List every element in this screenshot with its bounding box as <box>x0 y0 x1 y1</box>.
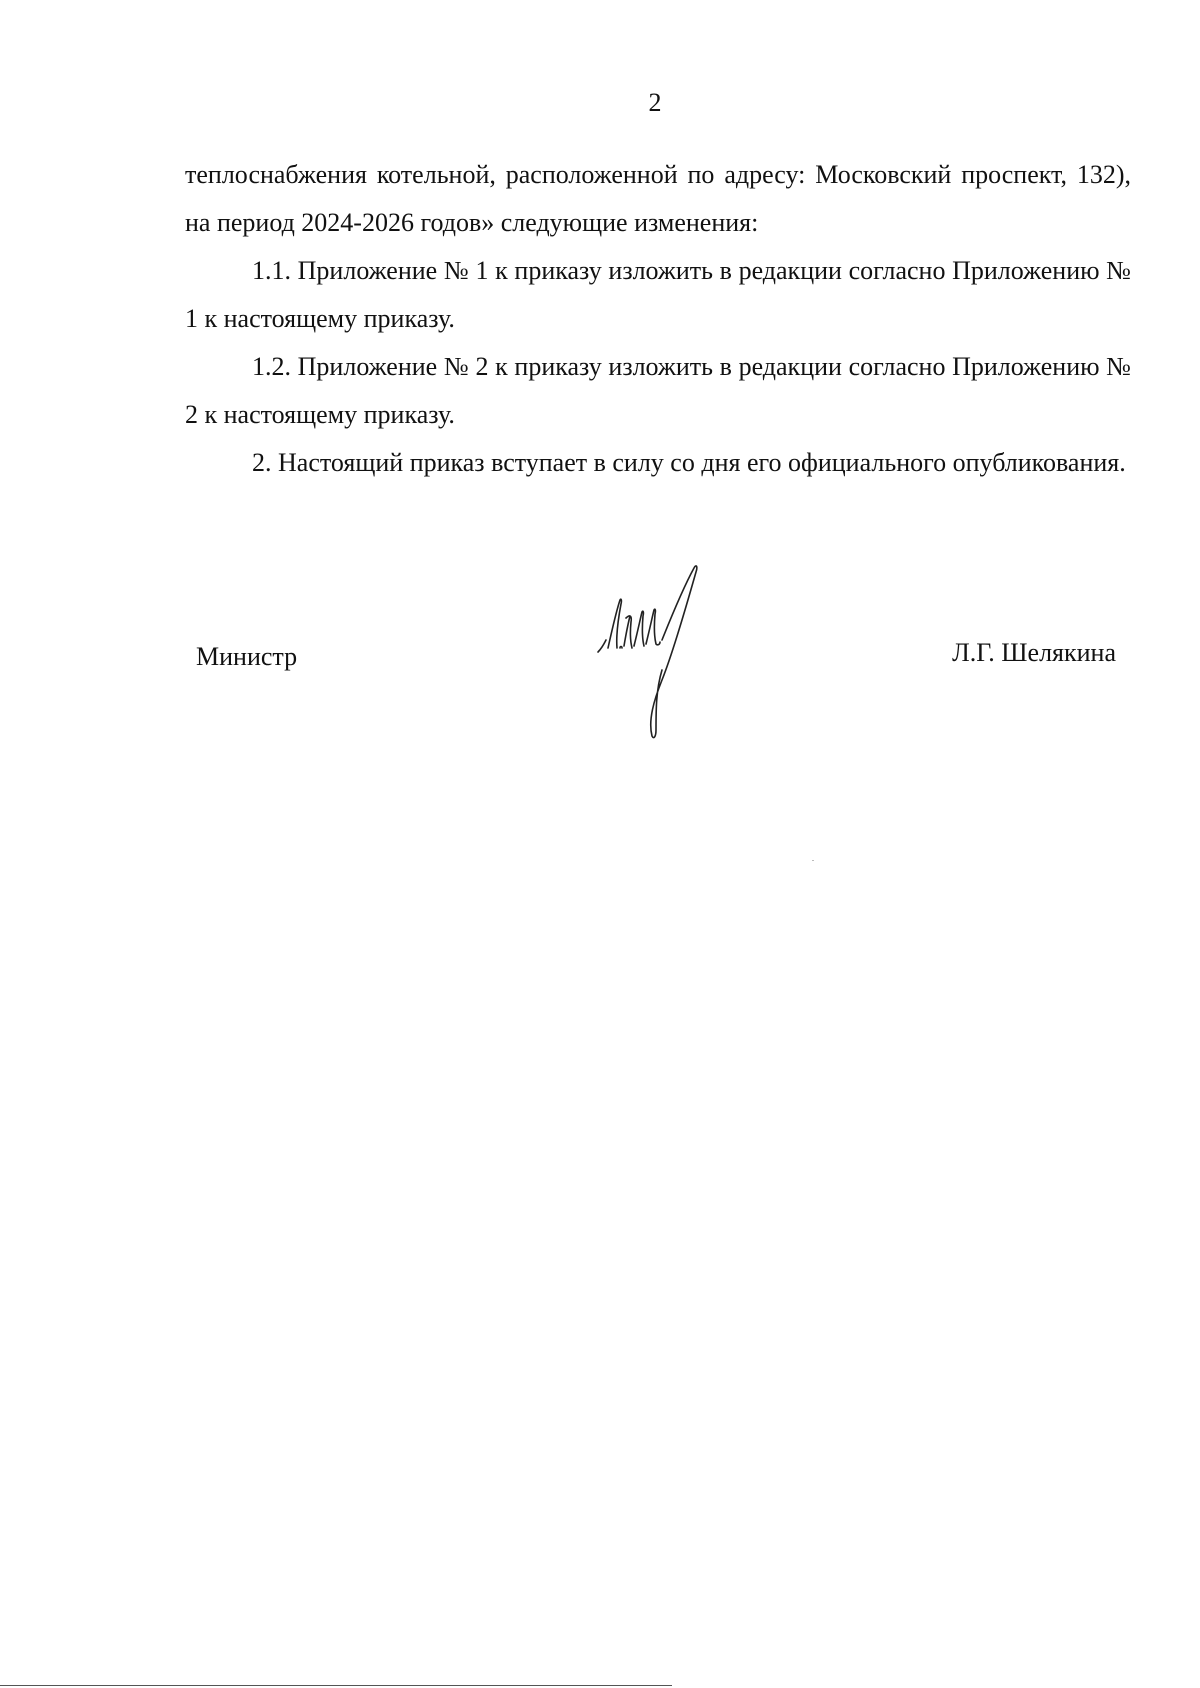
document-body <box>185 151 1131 487</box>
page-number: 2 <box>648 88 662 117</box>
signatory-position: Министр <box>196 642 298 671</box>
paragraph-continuation: теплоснабжения котельной, расположенной по адресу: Московский проспект, 132), на период 2024-2026 годов» следующие изменения: <box>185 160 1131 237</box>
signatory-name: Л.Г. Шелякина <box>952 638 1116 667</box>
paragraph-item-1-1: 1.1. Приложение № 1 к приказу изложить в редакции согласно Приложению № 1 к настоящему приказу. <box>185 256 1131 333</box>
scan-artifact <box>812 860 814 861</box>
paragraph-item-2: 2. Настоящий приказ вступает в силу со дня его официального опубликования. <box>252 448 1126 477</box>
handwritten-signature <box>590 560 740 740</box>
bottom-scan-line <box>0 1685 672 1686</box>
paragraph-item-1-2: 1.2. Приложение № 2 к приказу изложить в редакции согласно Приложению № 2 к настоящему приказу. <box>185 352 1131 429</box>
signature-block <box>0 560 1200 750</box>
